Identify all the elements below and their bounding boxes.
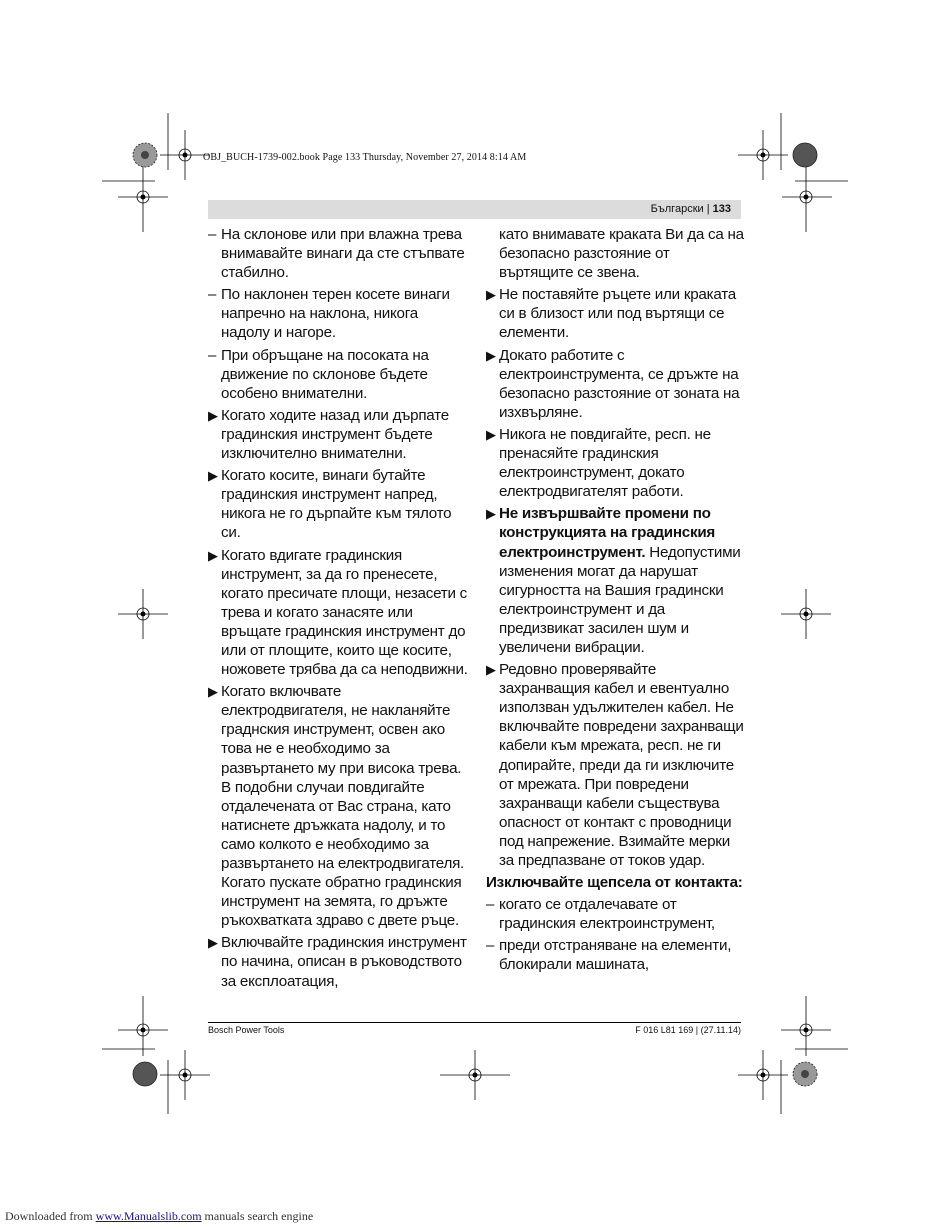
dash-marker: – [208,226,217,243]
page-header [208,200,741,219]
header-language: Български [650,203,704,215]
item-text: На склонове или при влажна трева внимавайте винаги да сте стъпвате стабилно. [221,226,465,282]
download-note [5,1209,313,1224]
list-item [208,285,470,342]
triangle-bullet-icon: ▶ [208,468,218,484]
list-item [486,936,746,974]
dash-marker: – [208,286,217,304]
footer-divider [208,1022,741,1023]
item-text: Когато ходите назад или дърпате градинския инструмент бъдете изключително внимателни. [221,406,449,463]
triangle-bullet-icon: ▶ [486,287,496,303]
header-separator: | [703,203,713,215]
list-item [208,546,470,680]
item-text: При обръщане на посоката на движение по склонове бъдете особено внимателни. [221,346,429,402]
item-text: Недопустими изменения могат да нарушат сигурността на Вашия градински електроинструмент и да предизвикат засилен шум и увеличени вибрации. [499,543,741,656]
item-text: Когато включвате електродвигателя, не накланяйте граднския инструмент, освен ако това не е необходимо за развъртането му при висока трева. В подобни случаи повдигайте отдалечената от Вас страна, като натиснете дръжката надолу, и то само колкото е необходимо за развъртането на електродвигателя. Когато пускате обратно градинския инструмент на земята, го дръжте ръкохватката здраво с двете ръце. [221,683,465,930]
triangle-bullet-icon: ▶ [208,935,218,951]
triangle-bullet-icon: ▶ [208,684,218,700]
item-bold-text: Не извършвайте промени по конструкцията на градинския електроинструмент. [499,505,716,561]
triangle-bullet-icon: ▶ [208,407,218,423]
item-text: Докато работите с електроинструмента, се дръжте на безопасно разстояние от зоната на изхвърляне. [499,346,740,421]
list-item [208,466,470,542]
list-item [486,895,746,933]
triangle-bullet-icon: ▶ [486,662,496,678]
dash-marker: – [486,896,495,914]
item-text: когато се отдалечавате от градинския електроинструмент, [499,896,715,933]
page-number: 133 [712,203,731,215]
dash-marker: – [208,346,217,364]
manualslib-link[interactable]: www.Manualslib.com [95,1209,202,1223]
book-info: OBJ_BUCH-1739-002.book Page 133 Thursday, November 27, 2014 8:14 AM [203,152,527,163]
item-text: преди отстраняване на елементи, блокирали машината, [499,937,732,974]
list-item [208,933,470,990]
triangle-bullet-icon: ▶ [486,426,496,442]
item-text: Редовно проверявайте захранващия кабел и евентуално използван удължителен кабел. Не включвайте повредени захранващи кабели към мрежата, респ. не ги допирайте, преди да ги изключите от мрежата. При повредени захранващи кабели съществува опасност от контакт с проводници под напрежение. Взимайте мерки за предпазване от токов удар. [499,661,744,869]
footer-doc-number: F 016 L81 169 | (27.11.14) [635,1025,741,1035]
list-item [486,285,746,342]
item-text: Когато вдигате градинския инструмент, за да го пренесете, когато пресичате площи, незасети с трева и когато занасяте или връщате градинския инструмент до или от площите, които ще косите, ножовете трябва да са неподвижни. [221,546,468,679]
triangle-bullet-icon: ▶ [486,506,496,522]
item-text: Когато косите, винаги бутайте градинския инструмент напред, никога не го дърпайте към тялото си. [221,467,452,542]
list-item [208,682,470,930]
item-text: Никога не повдигайте, респ. не пренасяйте градинския електроинструмент, докато електродвигателят работи. [499,425,711,501]
triangle-bullet-icon: ▶ [486,347,496,363]
list-item [208,225,470,282]
footer-brand: Bosch Power Tools [208,1025,285,1035]
list-item [486,660,746,870]
left-column [208,225,470,994]
section-heading: Изключвайте щепсела от контакта: [486,874,743,892]
item-text: Включвайте градинския инструмент по начина, описан в ръководството за експлоатация, [221,934,467,990]
dash-marker: – [486,937,495,955]
triangle-bullet-icon: ▶ [208,547,218,563]
continuation-text: като внимавате краката Ви да са на безопасно разстояние от въртящите се звена. [499,226,744,282]
right-column [486,225,746,978]
header-text [651,202,731,217]
item-text: По наклонен терен косете винаги напречно на наклона, никога надолу и нагоре. [221,286,450,342]
list-item [486,504,746,657]
list-item [486,346,746,422]
list-item [208,406,470,463]
download-suffix: manuals search engine [201,1209,314,1223]
list-item [208,346,470,403]
download-prefix: Downloaded from [5,1209,96,1223]
list-item [486,425,746,501]
item-text: Не поставяйте ръцете или краката си в близост или под въртящи се елементи. [499,286,736,342]
